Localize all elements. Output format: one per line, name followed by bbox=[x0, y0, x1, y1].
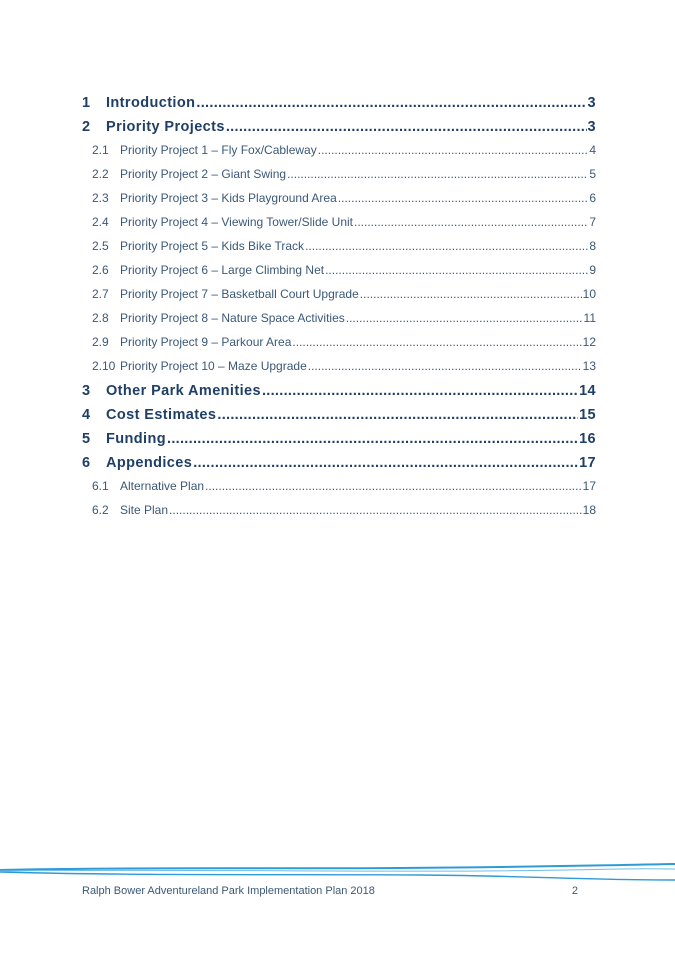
toc-entry-page: 9 bbox=[589, 263, 596, 277]
toc-entry-leader bbox=[318, 143, 589, 157]
toc-entry-page: 15 bbox=[579, 407, 596, 423]
toc-entry-title: Site Plan bbox=[120, 503, 169, 517]
toc-entry-leader bbox=[292, 335, 581, 349]
toc-entry-page: 17 bbox=[582, 479, 596, 493]
toc-entry-page: 4 bbox=[589, 143, 596, 157]
toc-entry-leader bbox=[354, 215, 588, 229]
toc-entry-leader bbox=[193, 455, 578, 471]
toc-entry-leader bbox=[338, 191, 589, 205]
toc-entry-number: 4 bbox=[82, 407, 91, 423]
toc-entry[interactable] bbox=[82, 95, 596, 119]
toc-entry-number: 2.2 bbox=[92, 167, 109, 181]
toc-entry-page: 6 bbox=[589, 191, 596, 205]
toc-entry-title: Appendices bbox=[106, 455, 193, 471]
toc-entry-page: 12 bbox=[582, 335, 596, 349]
toc-entry-page: 3 bbox=[587, 95, 596, 111]
toc-entry-page: 14 bbox=[579, 383, 596, 399]
footer-document-title: Ralph Bower Adventureland Park Implementation Plan 2018 bbox=[82, 885, 375, 897]
toc-entry[interactable] bbox=[82, 359, 596, 383]
toc-entry[interactable] bbox=[82, 119, 596, 143]
toc-entry-title: Cost Estimates bbox=[106, 407, 217, 423]
toc-entry[interactable] bbox=[82, 455, 596, 479]
toc-entry-page: 16 bbox=[579, 431, 596, 447]
footer-decorative-line bbox=[0, 858, 675, 888]
toc-entry-leader bbox=[167, 431, 578, 447]
toc-entry-leader bbox=[325, 263, 588, 277]
toc-entry-title: Introduction bbox=[106, 95, 196, 111]
toc-entry[interactable] bbox=[82, 311, 596, 335]
toc-entry-number: 5 bbox=[82, 431, 91, 447]
toc-entry-number: 6.2 bbox=[92, 503, 109, 517]
toc-entry[interactable] bbox=[82, 287, 596, 311]
page-footer bbox=[82, 885, 578, 897]
toc-entry-number: 6.1 bbox=[92, 479, 109, 493]
toc-entry-page: 10 bbox=[582, 287, 596, 301]
toc-entry-page: 18 bbox=[582, 503, 596, 517]
toc-entry-number: 2.10 bbox=[92, 359, 116, 373]
toc-entry-leader bbox=[305, 239, 588, 253]
toc-entry-page: 7 bbox=[589, 215, 596, 229]
toc-entry[interactable] bbox=[82, 239, 596, 263]
toc-entry-title: Priority Project 6 – Large Climbing Net bbox=[120, 263, 325, 277]
toc-entry-title: Priority Project 4 – Viewing Tower/Slide Unit bbox=[120, 215, 353, 229]
toc-entry-title: Funding bbox=[106, 431, 166, 447]
toc-entry-number: 2.5 bbox=[92, 239, 109, 253]
toc-entry-leader bbox=[169, 503, 582, 517]
toc-entry-number: 2.4 bbox=[92, 215, 109, 229]
toc-entry[interactable] bbox=[82, 191, 596, 215]
toc-entry-leader bbox=[346, 311, 583, 325]
toc-entry-number: 1 bbox=[82, 95, 91, 111]
table-of-contents bbox=[82, 95, 596, 527]
toc-entry-title: Priority Projects bbox=[106, 119, 225, 135]
toc-entry-leader bbox=[287, 167, 588, 181]
toc-entry-number: 2 bbox=[82, 119, 91, 135]
toc-entry-page: 13 bbox=[582, 359, 596, 373]
toc-entry-title: Priority Project 8 – Nature Space Activities bbox=[120, 311, 345, 325]
toc-entry[interactable] bbox=[82, 167, 596, 191]
toc-entry[interactable] bbox=[82, 263, 596, 287]
toc-entry[interactable] bbox=[82, 479, 596, 503]
toc-entry-page: 5 bbox=[589, 167, 596, 181]
toc-entry[interactable] bbox=[82, 335, 596, 359]
toc-entry-leader bbox=[226, 119, 587, 135]
toc-entry-title: Priority Project 7 – Basketball Court Upgrade bbox=[120, 287, 359, 301]
toc-entry-leader bbox=[196, 95, 586, 111]
toc-entry-page: 8 bbox=[589, 239, 596, 253]
toc-entry-title: Priority Project 2 – Giant Swing bbox=[120, 167, 287, 181]
toc-entry-title: Priority Project 1 – Fly Fox/Cableway bbox=[120, 143, 317, 157]
footer-page-number: 2 bbox=[571, 885, 578, 897]
toc-entry-leader bbox=[308, 359, 582, 373]
toc-entry-number: 2.3 bbox=[92, 191, 109, 205]
toc-entry-leader bbox=[205, 479, 582, 493]
toc-entry-title: Priority Project 9 – Parkour Area bbox=[120, 335, 292, 349]
toc-entry-title: Alternative Plan bbox=[120, 479, 205, 493]
toc-entry-title: Priority Project 10 – Maze Upgrade bbox=[120, 359, 307, 373]
toc-entry-number: 2.9 bbox=[92, 335, 109, 349]
toc-entry-page: 11 bbox=[583, 311, 596, 325]
toc-entry-number: 2.1 bbox=[92, 143, 109, 157]
toc-entry-number: 2.8 bbox=[92, 311, 109, 325]
toc-entry[interactable] bbox=[82, 503, 596, 527]
toc-entry[interactable] bbox=[82, 431, 596, 455]
toc-entries bbox=[82, 95, 596, 527]
toc-entry-number: 2.6 bbox=[92, 263, 109, 277]
toc-entry-number: 3 bbox=[82, 383, 91, 399]
toc-entry-title: Priority Project 5 – Kids Bike Track bbox=[120, 239, 305, 253]
toc-entry-leader bbox=[217, 407, 578, 423]
toc-entry-page: 3 bbox=[587, 119, 596, 135]
toc-entry-leader bbox=[360, 287, 582, 301]
toc-entry-leader bbox=[262, 383, 578, 399]
toc-entry[interactable] bbox=[82, 143, 596, 167]
toc-entry-page: 17 bbox=[579, 455, 596, 471]
toc-entry-title: Other Park Amenities bbox=[106, 383, 261, 399]
toc-entry[interactable] bbox=[82, 215, 596, 239]
toc-entry-number: 6 bbox=[82, 455, 91, 471]
toc-entry[interactable] bbox=[82, 383, 596, 407]
toc-entry[interactable] bbox=[82, 407, 596, 431]
toc-entry-number: 2.7 bbox=[92, 287, 109, 301]
toc-entry-title: Priority Project 3 – Kids Playground Area bbox=[120, 191, 337, 205]
